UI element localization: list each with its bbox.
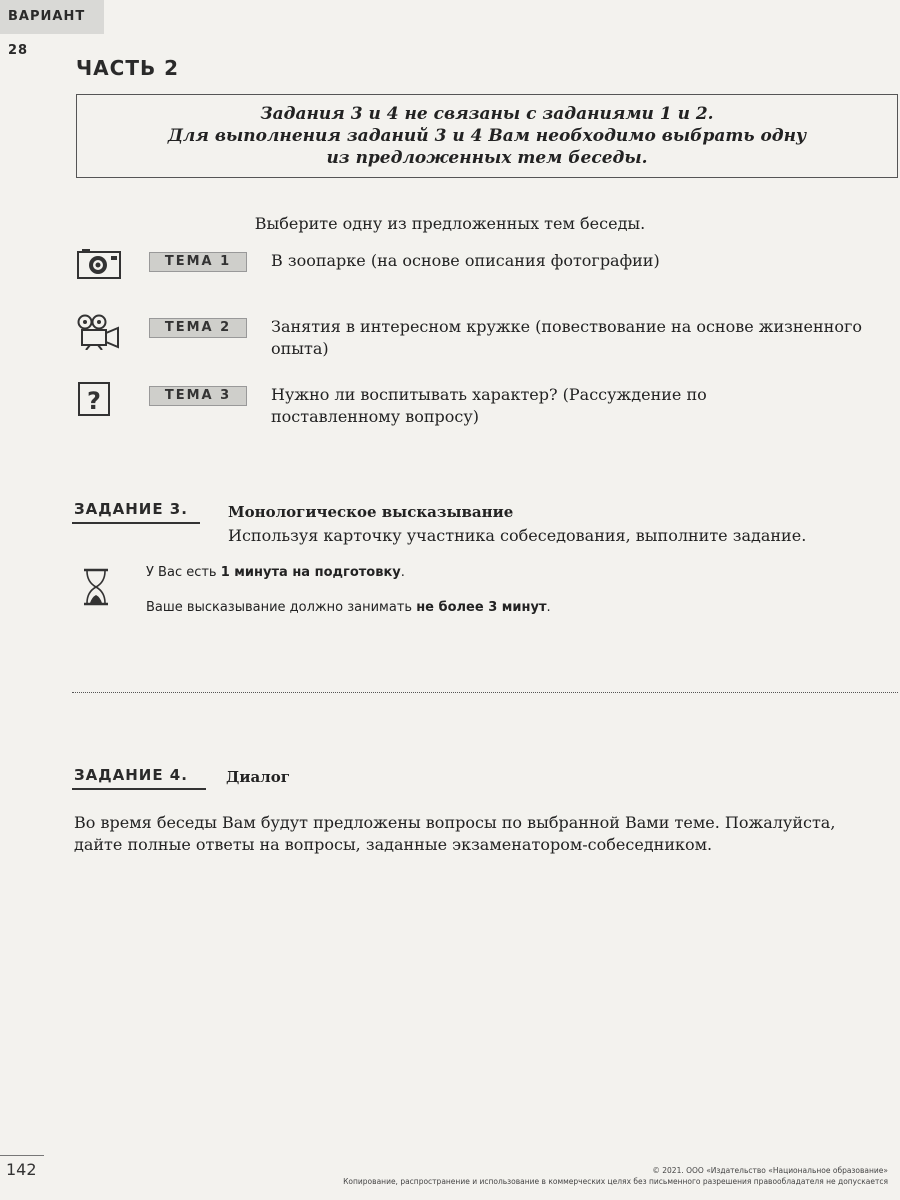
hourglass-icon [82, 568, 110, 610]
notice-box [76, 94, 898, 178]
choose-instruction: Выберите одну из предложенных тем беседы. [254, 214, 646, 233]
copyright-line: © 2021. ООО «Издательство «Национальное образование» [652, 1166, 888, 1175]
task4-text: Во время беседы Вам будут предложены вопросы по выбранной Вами теме. Пожалуйста, дайте полные ответы на вопросы, заданные экзаменатором-собеседником. [74, 813, 836, 854]
task3-underline [72, 522, 200, 524]
speech-bold: не более 3 минут [416, 600, 547, 615]
task3-label: ЗАДАНИЕ 3. [74, 500, 188, 518]
topic-3 [76, 382, 876, 442]
task3-subtitle: Используя карточку участника собеседования, выполните задание. [228, 526, 807, 545]
task4-underline [72, 788, 206, 790]
prep-bold: 1 минута на подготовку [220, 565, 401, 580]
task3-title: Монологическое высказывание [228, 503, 514, 521]
film-camera-icon [76, 314, 122, 350]
topic-text: В зоопарке (на основе описания фотографии) [271, 251, 660, 270]
speech-prefix: Ваше высказывание должно занимать [146, 600, 417, 615]
speech-time-line [146, 600, 551, 615]
task4-title: Диалог [226, 768, 290, 786]
topic-text: Занятия в интересном кружке (повествование на основе жизненного опыта) [271, 317, 862, 358]
page-number: 142 [6, 1160, 37, 1179]
topic-text: Нужно ли воспитывать характер? (Рассуждение по поставленному вопросу) [271, 385, 707, 426]
page-number-rule [0, 1155, 44, 1156]
task4-label: ЗАДАНИЕ 4. [74, 766, 188, 784]
copyright-notice: Копирование, распространение и использование в коммерческих целях без письменного разрешения правообладателя не допускается [343, 1177, 888, 1186]
footer-copyright [343, 1165, 888, 1187]
topic-badge: ТЕМА 1 [149, 252, 247, 272]
prep-suffix: . [400, 565, 405, 580]
dotted-divider [72, 692, 898, 693]
svg-text:?: ? [87, 387, 101, 415]
camera-icon [76, 248, 122, 284]
prep-prefix: У Вас есть [146, 565, 221, 580]
notice-line: Для выполнения заданий 3 и 4 Вам необходимо выбрать одну [167, 126, 807, 146]
topic-badge: ТЕМА 2 [149, 318, 247, 338]
notice-line: Задания 3 и 4 не связаны с заданиями 1 и 2. [260, 104, 714, 124]
notice-line: из предложенных тем беседы. [326, 148, 648, 168]
variant-tab: ВАРИАНТ 28 [0, 0, 104, 34]
topic-2 [76, 314, 876, 374]
part-title: ЧАСТЬ 2 [76, 56, 180, 80]
speech-suffix: . [546, 600, 551, 615]
question-icon [76, 382, 122, 418]
topic-1 [76, 248, 876, 308]
prep-time-line [146, 565, 405, 580]
topic-badge: ТЕМА 3 [149, 386, 247, 406]
